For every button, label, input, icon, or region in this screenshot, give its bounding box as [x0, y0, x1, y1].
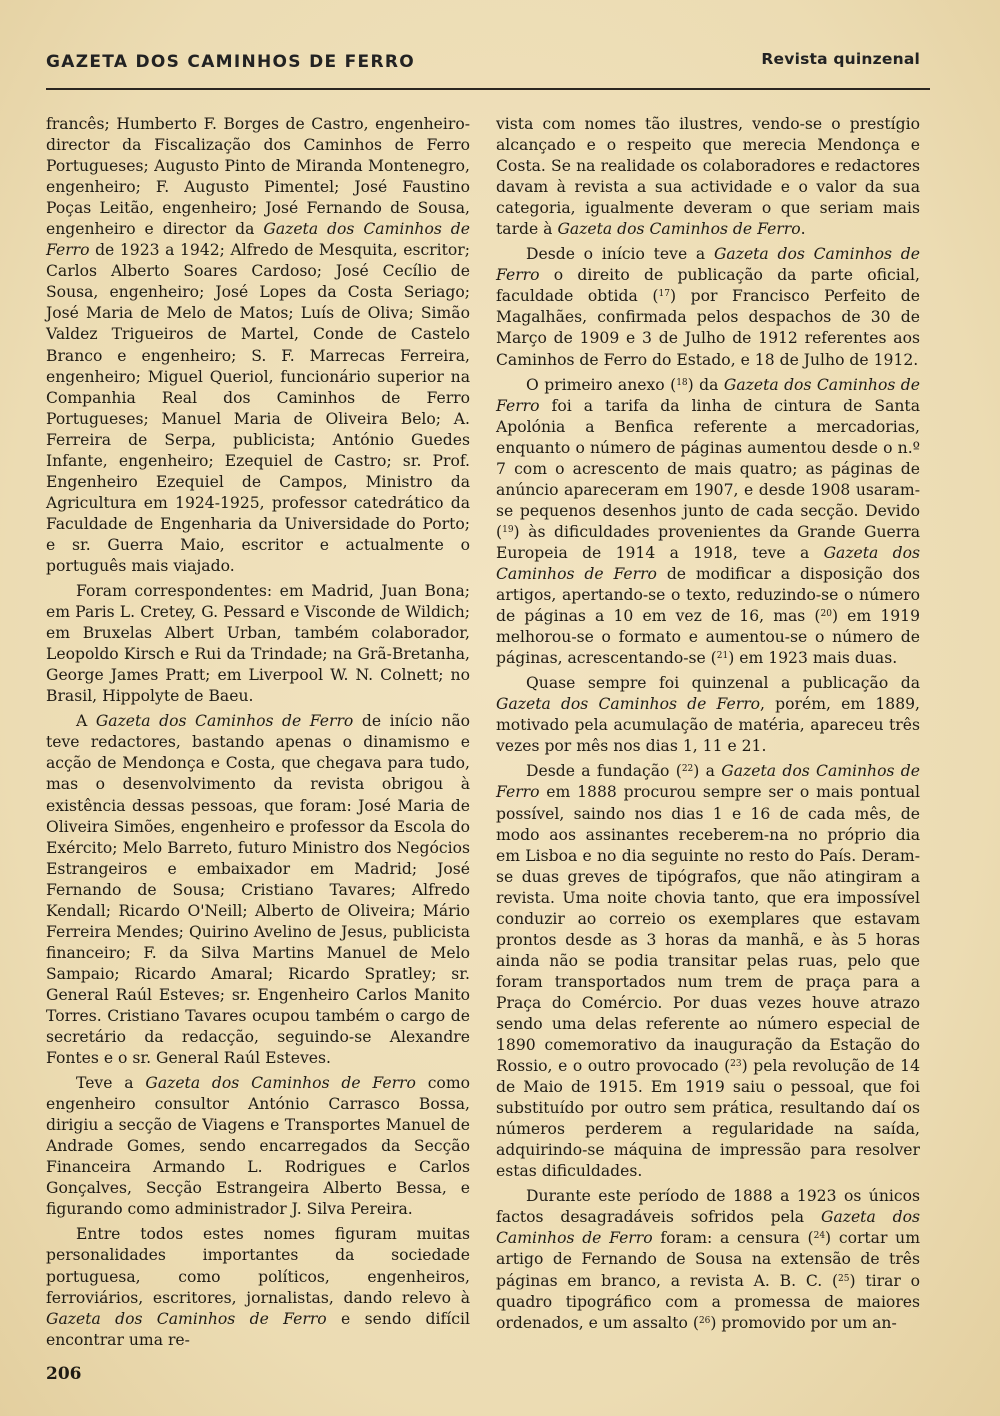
paragraph: Desde o início teve a Gazeta dos Caminhos de Ferro o direito de publicação da parte oficial, faculdade obtida ($^{17}$) por Francisco Perfeito de Magalhães, confirmada pelos despachos de 30 de Março de 1909 e 3 de Julho de 1912 referentes aos Caminhos de Ferro do Estado, e 18 de Julho de 1912.	[496, 245, 920, 369]
left-column	[46, 114, 470, 1355]
paragraph: Desde a fundação ($^{22}$) a Gazeta dos Caminhos de Ferro em 1888 procurou sempre ser o mais pontual possível, saindo nos dias 1 e 16 de cada mês, de modo aos assinantes receberem-na no próprio dia em Lisboa e no dia seguinte no resto do País. Deram-se duas greves de tipógrafos, que não atingiram a revista. Uma noite chovia tanto, que era impossível conduzir ao correio os exemplares que estavam prontos desde as 3 horas da manhã, e às 5 horas ainda não se podia transitar pelas ruas, pelo que foram transportados num trem de praça para a Praça do Comércio. Por duas vezes houve atrazo sendo uma delas referente ao número especial de 1890 comemorativo da inauguração da Estação do Rossio, e o outro provocado ($^{23}$) pela revolução de 14 de Maio de 1915. Em 1919 saiu o pessoal, que foi substituído por outro sem prática, resultando daí os números perderem a regularidade na saída, adquirindo-se máquina de impressão para resolver estas dificuldades.	[496, 762, 921, 1181]
paragraph: Entre todos estes nomes figuram muitas personalidades importantes da sociedade portuguesa, como políticos, engenheiros, ferroviários, escritores, jornalistas, dando relevo à Gazeta dos Caminhos de Ferro e sendo difícil encontrar uma re-	[46, 1225, 470, 1349]
paragraph: O primeiro anexo ($^{18}$) da Gazeta dos Caminhos de Ferro foi a tarifa da linha de cintura de Santa Apolónia a Benfica referente a mercadorias, enquanto o número de páginas aumentou desde o n.º 7 com o acrescento de mais quatro; as páginas de anúncio apareceram em 1907, e desde 1908 usaram-se pequenos desenhos junto de cada secção. Devido ($^{19}$) às dificuldades provenientes da Grande Guerra Europeia de 1914 a 1918, teve a Gazeta dos Caminhos de Ferro de modificar a disposição dos artigos, apertando-se o texto, reduzindo-se o número de páginas a 10 em vez de 16, mas ($^{20}$) em 1919 melhorou-se o formato e aumentou-se o número de páginas, acrescentando-se ($^{21}$) em 1923 mais duas.	[496, 375, 921, 668]
right-column	[496, 114, 920, 1338]
page-number: 206	[46, 1364, 82, 1384]
paragraph: vista com nomes tão ilustres, vendo-se o prestígio alcançado e o respeito que merecia Mendonça e Costa. Se na realidade os colaboradores e redactores davam à revista a sua actividade e o valor da sua categoria, igualmente deveram o que seriam mais tarde à Gazeta dos Caminhos de Ferro.	[496, 115, 920, 239]
paragraph: Foram correspondentes: em Madrid, Juan Bona; em Paris L. Cretey, G. Pessard e Visconde de Wildich; em Bruxelas Albert Urban, também colaborador, Leopoldo Kirsch e Rui da Trindade; na Grã-Bretanha, George James Pratt; em Liverpool W. N. Colnett; no Brasil, Hippolyte de Baeu.	[46, 582, 470, 706]
header-rule	[46, 88, 930, 90]
paragraph: Quase sempre foi quinzenal a publicação da Gazeta dos Caminhos de Ferro, porém, em 1889, motivado pela acumulação de matéria, apareceu três vezes por mês nos dias 1, 11 e 21.	[496, 674, 920, 756]
running-header	[46, 52, 920, 76]
paragraph: Teve a Gazeta dos Caminhos de Ferro como engenheiro consultor António Carrasco Bossa, dirigiu a secção de Viagens e Transportes Manuel de Andrade Gomes, sendo encarregados da Secção Financeira Armando L. Rodrigues e Carlos Gonçalves, Secção Estrangeira Alberto Bessa, e figurando como administrador J. Silva Pereira.	[46, 1074, 470, 1219]
section-label: Revista quinzenal	[761, 50, 920, 68]
paragraph: francês; Humberto F. Borges de Castro, engenheiro-director da Fiscalização dos Caminhos de Ferro Portugueses; Augusto Pinto de Miranda Montenegro, engenheiro; F. Augusto Pimentel; José Faustino Poças Leitão, engenheiro; José Fernando de Sousa, engenheiro e director da Gazeta dos Caminhos de Ferro de 1923 a 1942; Alfredo de Mesquita, escritor; Carlos Alberto Soares Cardoso; José Cecílio de Sousa, engenheiro; José Lopes da Costa Seriago; José Maria de Melo de Matos; Luís de Oliva; Simão Valdez Trigueiros de Martel, Conde de Castelo Branco e engenheiro; S. F. Marrecas Ferreira, engenheiro; Miguel Queriol, funcionário superior na Companhia Real dos Caminhos de Ferro Portugueses; Manuel Maria de Oliveira Belo; A. Ferreira de Serpa, publicista; António Guedes Infante, engenheiro; Ezequiel de Castro; sr. Prof. Engenheiro Ezequiel de Campos, Ministro da Agricultura em 1924-1925, professor catedrático da Faculdade de Engenharia da Universidade do Porto; e sr. Guerra Maio, escritor e actualmente o português mais viajado.	[46, 115, 470, 575]
paragraph: Durante este período de 1888 a 1923 os únicos factos desagradáveis sofridos pela Gazeta dos Caminhos de Ferro foram: a censura ($^{24}$) cortar um artigo de Fernando de Sousa na extensão de três páginas em branco, a revista A. B. C. ($^{25}$) tirar o quadro tipográfico com a promessa de maiores ordenados, e um assalto ($^{26}$) promovido por um an-	[496, 1187, 920, 1332]
publication-title: GAZETA DOS CAMINHOS DE FERRO	[46, 52, 415, 72]
paragraph: A Gazeta dos Caminhos de Ferro de início não teve redactores, bastando apenas o dinamismo e acção de Mendonça e Costa, que chegava para tudo, mas o desenvolvimento da revista obrigou à existência dessas pessoas, que foram: José Maria de Oliveira Simões, engenheiro e professor da Escola do Exército; Melo Barreto, futuro Ministro dos Negócios Estrangeiros e embaixador em Madrid; José Fernando de Sousa; Cristiano Tavares; Alfredo Kendall; Ricardo O'Neill; Alberto de Oliveira; Mário Ferreira Mendes; Quirino Avelino de Jesus, publicista financeiro; F. da Silva Martins Manuel de Melo Sampaio; Ricardo Amaral; Ricardo Spratley; sr. General Raúl Esteves; sr. Engenheiro Carlos Manito Torres. Cristiano Tavares ocupou também o cargo de secretário da redacção, seguindo-se Alexandre Fontes e o sr. General Raúl Esteves.	[46, 712, 471, 1068]
